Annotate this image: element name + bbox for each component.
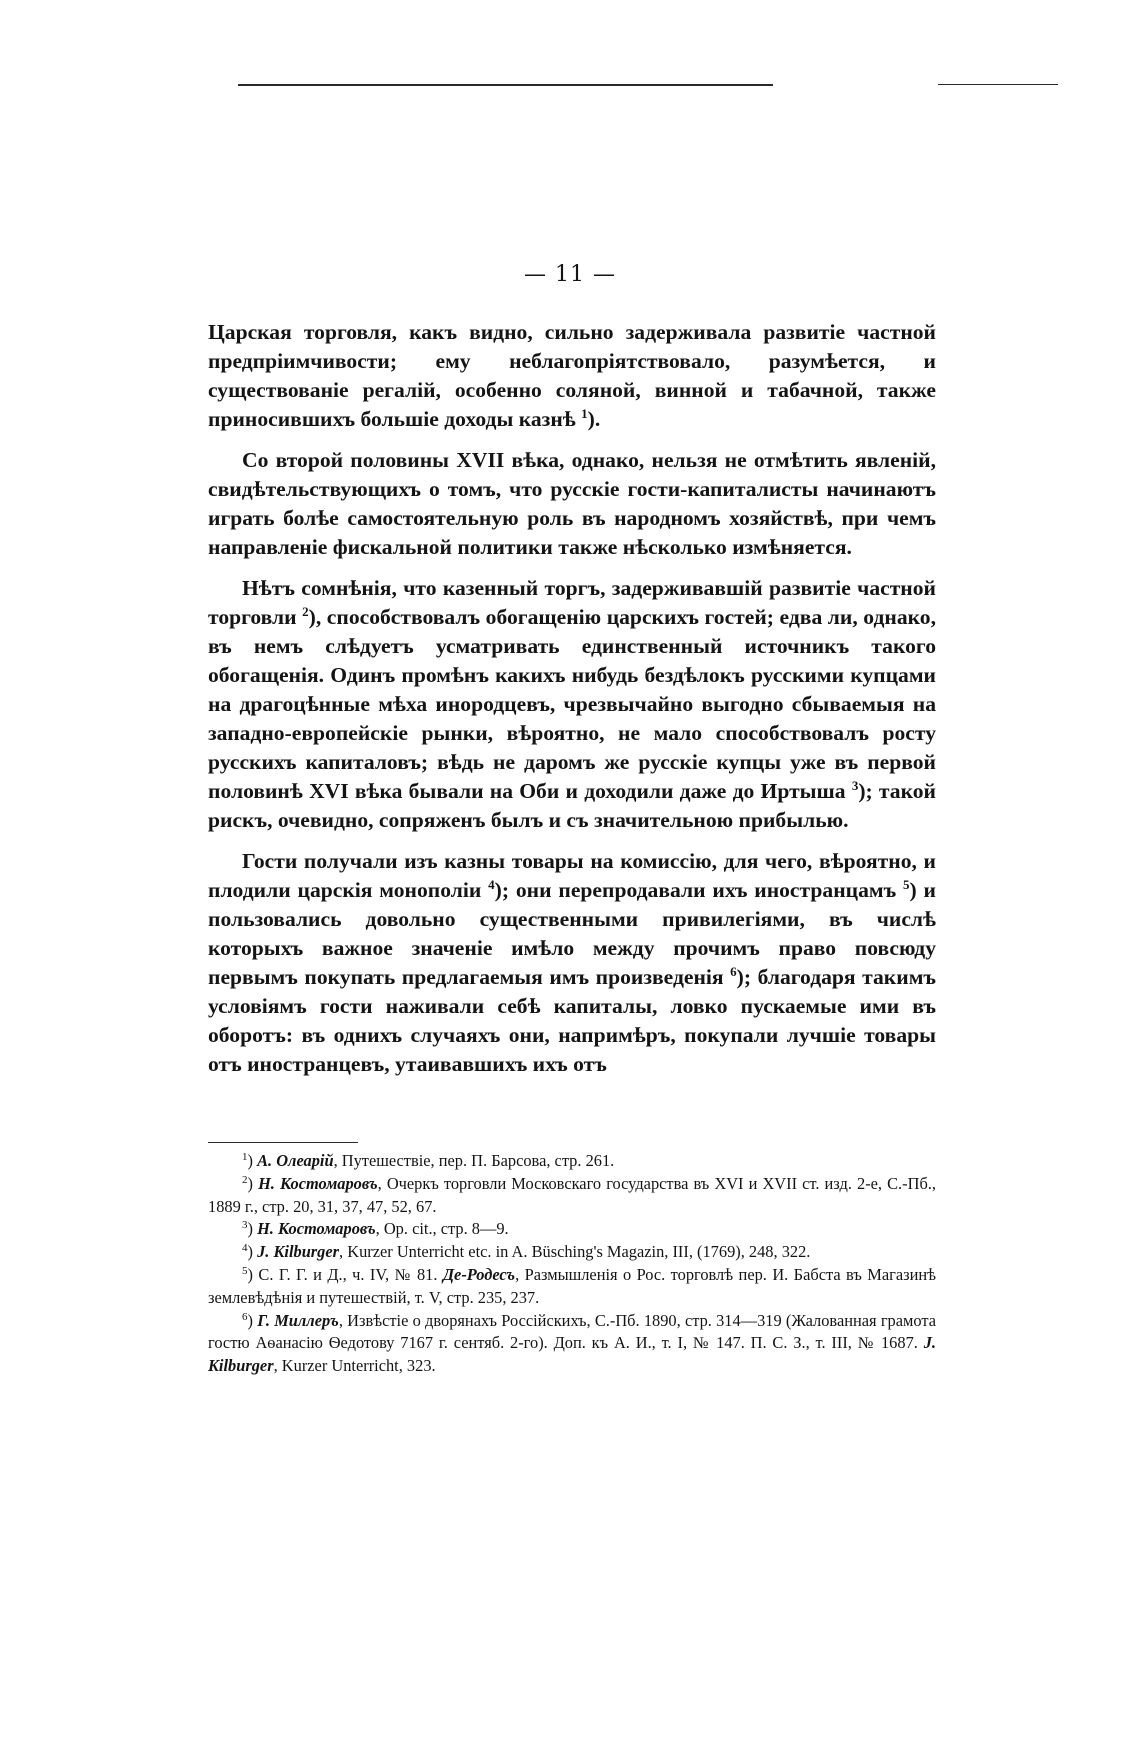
- footnote: $^5$) С. Г. Г. и Д., ч. IV, № 81. Де-Родесъ, Размышленія о Рос. торговлѣ пер. И. Бабста въ Магазинѣ землевѣдѣнія и путешествій, т. V, стр. 235, 237.: [208, 1264, 937, 1307]
- footnotes: [208, 1150, 936, 1378]
- footnote-ref[interactable]: 2: [302, 604, 309, 619]
- footnote-author: Де-Родесъ: [442, 1264, 516, 1284]
- footnote: $^2$) Н. Костомаровъ, Очеркъ торговли Московскаго государства въ XVI и XVII ст. изд. 2-е, С.-Пб., 1889 г., стр. 20, 31, 37, 47, 52, 67.: [208, 1173, 936, 1216]
- paragraph: Нѣтъ сомнѣнія, что казенный торгъ, задерживавшій развитіе частной торговли $^2$), способствовалъ обогащенію царскихъ гостей; едва ли, однако, въ немъ слѣдуетъ усматривать единственный источникъ такого обогащенія. Одинъ промѣнъ какихъ нибудь бездѣлокъ русскими купцами на драгоцѣнные мѣха инородцевъ, чрезвычайно выгодно сбываемыя на западно-европейскіе рынки, вѣроятно, не мало способствовалъ росту русскихъ капиталовъ; вѣдь не даромъ же русскіе купцы уже въ первой половинѣ XVI вѣка бывали на Оби и доходили даже до Иртыша $^3$); такой рискъ, очевидно, сопряженъ былъ и съ значительною прибылью.: [208, 576, 936, 832]
- paragraph: Гости получали изъ казны товары на комиссію, для чего, вѣроятно, и плодили царскія монополіи $^4$); они перепродавали ихъ иностранцамъ $^5$) и пользовались довольно существенными привилегіями, въ числѣ которыхъ важное значеніе имѣло между прочимъ право повсюду первымъ покупать предлагаемыя имъ произведенія $^6$); благодаря такимъ условіямъ гости наживали себѣ капиталы, ловко пускаемые ими въ оборотъ: въ однихъ случаяхъ они, напримѣръ, покупали лучшіе товары отъ иностранцевъ, утаивавшихъ ихъ отъ: [208, 849, 936, 1076]
- footnote-author: Н. Костомаровъ: [257, 1219, 376, 1239]
- footnote-author: J. Kilburger: [257, 1242, 340, 1262]
- footnote-author: J. Kilburger: [208, 1333, 936, 1376]
- footnote-author: Н. Костомаровъ: [258, 1173, 378, 1193]
- paragraph: Царская торговля, какъ видно, сильно задерживала развитіе частной предпріимчивости; ему неблагопріятствовало, разумѣется, и существованіе регалій, особенно соляной, винной и табачной, также приносившихъ большіе доходы казнѣ $^1$).: [208, 320, 936, 431]
- footnote-mark: 5: [242, 1264, 248, 1277]
- main-text: [208, 318, 936, 1091]
- footnote-ref[interactable]: 3: [851, 778, 859, 793]
- top-rule-short: [938, 84, 1058, 85]
- footnote: $^3$) Н. Костомаровъ, Op. cit., стр. 8—9.: [242, 1219, 509, 1239]
- footnote-mark: 2: [242, 1173, 248, 1186]
- footnote: $^4$) J. Kilburger, Kurzer Unterricht etc. in A. Büsching's Magazin, III, (1769), 248, 322.: [242, 1242, 811, 1262]
- footnote-mark: 3: [242, 1219, 248, 1232]
- footnote-mark: 1: [242, 1151, 248, 1163]
- footnote: $^1$) A. Олеарій, Путешествіе, пер. П. Барсова, стр. 261.: [242, 1151, 615, 1170]
- footnote-mark: 4: [242, 1242, 248, 1255]
- footnote-ref[interactable]: 5: [903, 877, 910, 892]
- footnote-ref[interactable]: 6: [730, 964, 737, 979]
- footnote-ref[interactable]: 4: [488, 877, 495, 892]
- footnote-separator: [208, 1142, 358, 1143]
- footnote-ref[interactable]: 1: [581, 406, 588, 421]
- page-number: — 11 —: [524, 262, 616, 287]
- top-rule: [238, 84, 773, 86]
- footnote-author: A. Олеарій: [257, 1151, 334, 1170]
- paragraph: Со второй половины XVII вѣка, однако, нельзя не отмѣтить явленій, свидѣтельствующихъ о томъ, что русскіе гости-капиталисты начинаютъ играть болѣе самостоятельную роль въ народномъ хозяйствѣ, при чемъ направленіе фискальной политики также нѣсколько измѣняется.: [208, 448, 936, 559]
- footnote: $^6$) Г. Миллеръ, Извѣстіе о дворянахъ Россійскихъ, С.-Пб. 1890, стр. 314—319 (Жалованная грамота гостю Аѳанасію Ѳедотову 7167 г. сентяб. 2-го). Доп. къ А. И., т. I, № 147. П. С. З., т. III, № 1687. J. Kilburger, Kurzer Unterricht, 323.: [208, 1310, 936, 1376]
- footnote-mark: 6: [242, 1310, 248, 1323]
- footnote-author: Г. Миллеръ: [257, 1310, 339, 1330]
